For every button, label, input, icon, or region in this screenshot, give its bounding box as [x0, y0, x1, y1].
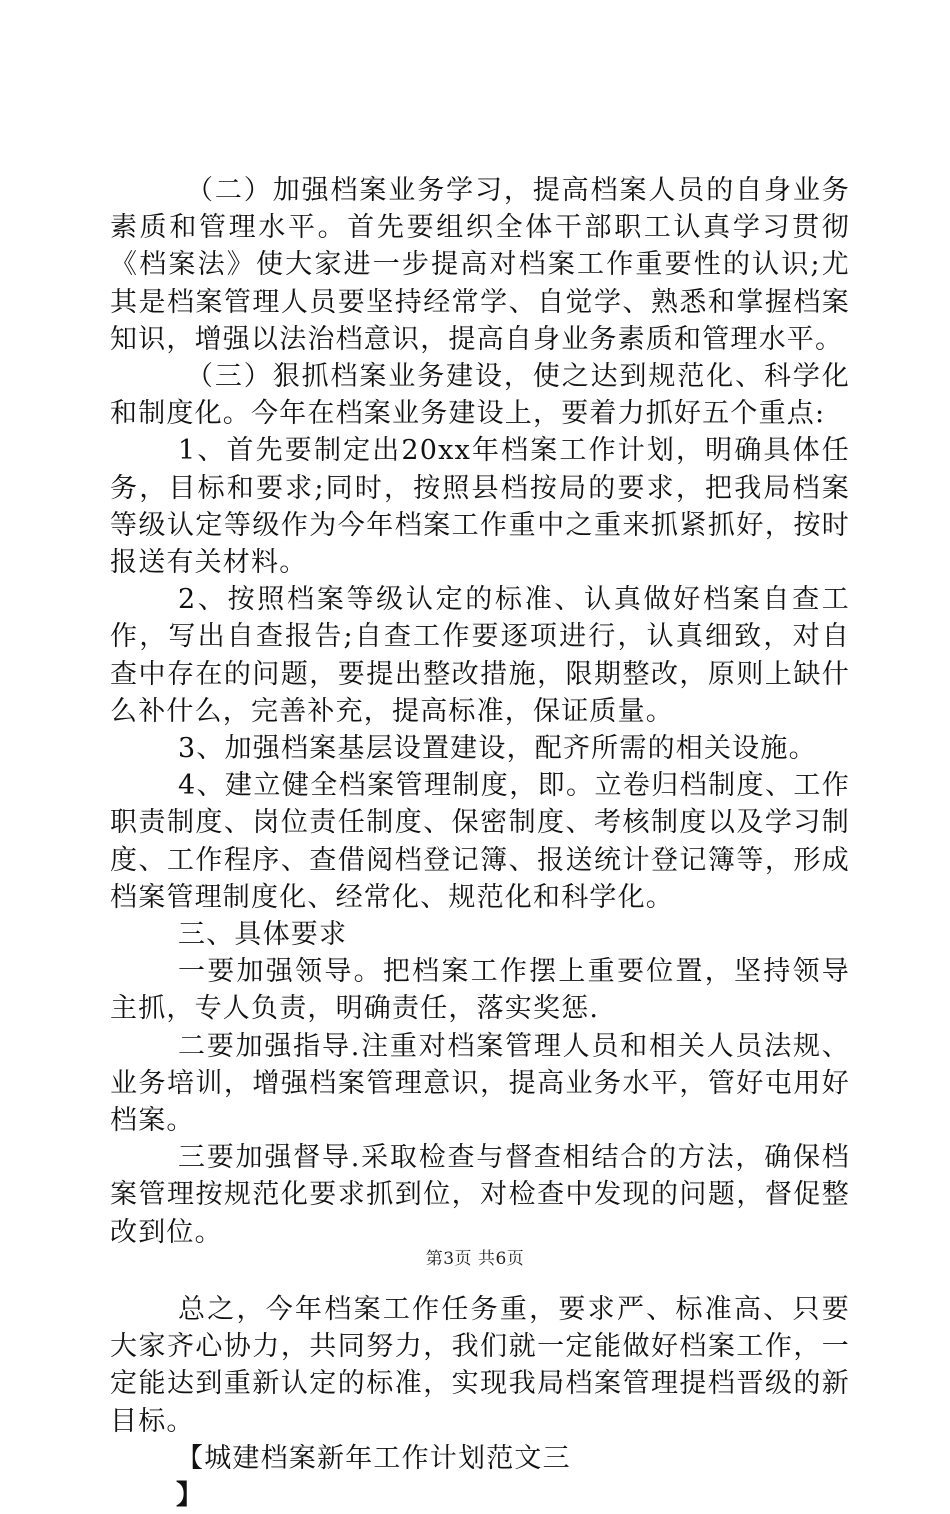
next-section-title: 【城建档案新年工作计划范文三 [176, 1442, 571, 1474]
section-heading-requirements: 三、具体要求 [178, 919, 348, 951]
paragraph-construction: （三）狠抓档案业务建设，使之达到规范化、科学化和制度化。今年在档案业务建设上，要着力抓好五个重点: [110, 361, 850, 430]
document-body [110, 172, 850, 1514]
paragraph-requirement-1: 一要加强领导。把档案工作摆上重要位置，坚持领导主抓，专人负责，明确责任，落实奖惩. [110, 956, 850, 1025]
paragraph-item-2: 2、按照档案等级认定的标准、认真做好档案自查工作，写出自查报告;自查工作要逐项进行，认真细致，对自查中存在的问题，要提出整改措施，限期整改，原则上缺什么补什么，完善补充，提高标准，保证质量。 [110, 584, 850, 727]
paragraph-requirement-3: 三要加强督导.采取检查与督查相结合的方法，确保档案管理按规范化要求抓到位，对检查中发现的问题，督促整改到位。 [110, 1142, 850, 1248]
paragraph-item-1: 1、首先要制定出20xx年档案工作计划，明确具体任务，目标和要求;同时，按照县档按局的要求，把我局档案等级认定等级作为今年档案工作重中之重来抓紧抓好，按时报送有关材料。 [110, 435, 850, 579]
next-section-title-close: 】 [176, 1479, 203, 1511]
paragraph-item-4: 4、建立健全档案管理制度，即。立卷归档制度、工作职责制度、岗位责任制度、保密制度、考核制度以及学习制度、工作程序、查借阅档登记簿、报送统计登记簿等，形成档案管理制度化、经常化、规范化和科学化。 [110, 770, 850, 913]
paragraph-study: （二）加强档案业务学习，提高档案人员的自身业务素质和管理水平。首先要组织全体干部职工认真学习贯彻《档案法》使大家进一步提高对档案工作重要性的认识;尤其是档案管理人员要坚持经常学、自觉学、熟悉和掌握档案知识，增强以法治档意识，提高自身业务素质和管理水平。 [110, 175, 850, 355]
paragraph-item-3: 3、加强档案基层设置建设，配齐所需的相关设施。 [178, 733, 817, 765]
paragraph-requirement-2: 二要加强指导.注重对档案管理人员和相关人员法规、业务培训，增强档案管理意识，提高业务水平，管好屯用好档案。 [110, 1030, 850, 1137]
paragraph-conclusion: 总之，今年档案工作任务重，要求严、标准高、只要大家齐心协力，共同努力，我们就一定能做好档案工作，一定能达到重新认定的标准，实现我局档案管理提档晋级的新目标。 [110, 1293, 850, 1437]
page-number-footer: 第3页 共6页 [425, 1249, 525, 1269]
